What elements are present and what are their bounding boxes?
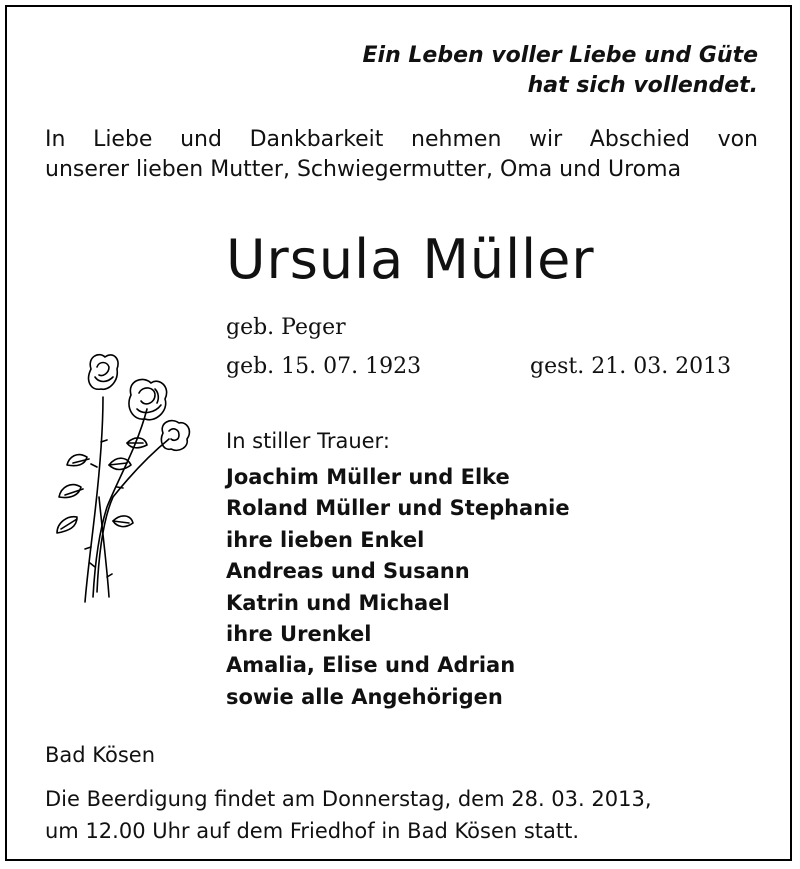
list-item: ihre Urenkel xyxy=(226,622,372,647)
motto-line-2: hat sich vollendet. xyxy=(527,73,758,98)
motto-line-1: Ein Leben voller Liebe und Güte xyxy=(362,43,758,68)
funeral-line-2: um 12.00 Uhr auf dem Friedhof in Bad Kösen statt. xyxy=(45,819,580,843)
list-item: Katrin und Michael xyxy=(226,590,450,615)
list-item: sowie alle Angehörigen xyxy=(226,684,503,709)
funeral-line-1: Die Beerdigung findet am Donnerstag, dem 28. 03. 2013, xyxy=(45,787,652,811)
list-item: Andreas und Susann xyxy=(226,559,470,584)
intro-text xyxy=(45,125,758,185)
deceased-name: Ursula Müller xyxy=(226,228,595,291)
maiden-name: geb. Peger xyxy=(226,315,346,340)
list-item: Roland Müller und Stephanie xyxy=(226,496,570,521)
motto xyxy=(363,41,758,101)
list-item: Amalia, Elise und Adrian xyxy=(226,653,516,678)
intro-line-1: In Liebe und Dankbarkeit nehmen wir Abschied von xyxy=(45,127,758,152)
obituary-notice xyxy=(5,5,792,861)
place-name: Bad Kösen xyxy=(45,743,156,767)
funeral-details xyxy=(45,783,652,847)
birth-date: geb. 15. 07. 1923 xyxy=(226,354,422,379)
mourners-list xyxy=(226,462,570,713)
list-item: Joachim Müller und Elke xyxy=(226,465,510,489)
intro-line-2: unserer lieben Mutter, Schwiegermutter, Oma und Uroma xyxy=(45,157,682,182)
list-item: ihre lieben Enkel xyxy=(226,527,425,552)
mourning-label: In stiller Trauer: xyxy=(226,429,390,453)
roses-icon xyxy=(47,347,207,607)
death-date: gest. 21. 03. 2013 xyxy=(530,354,732,379)
